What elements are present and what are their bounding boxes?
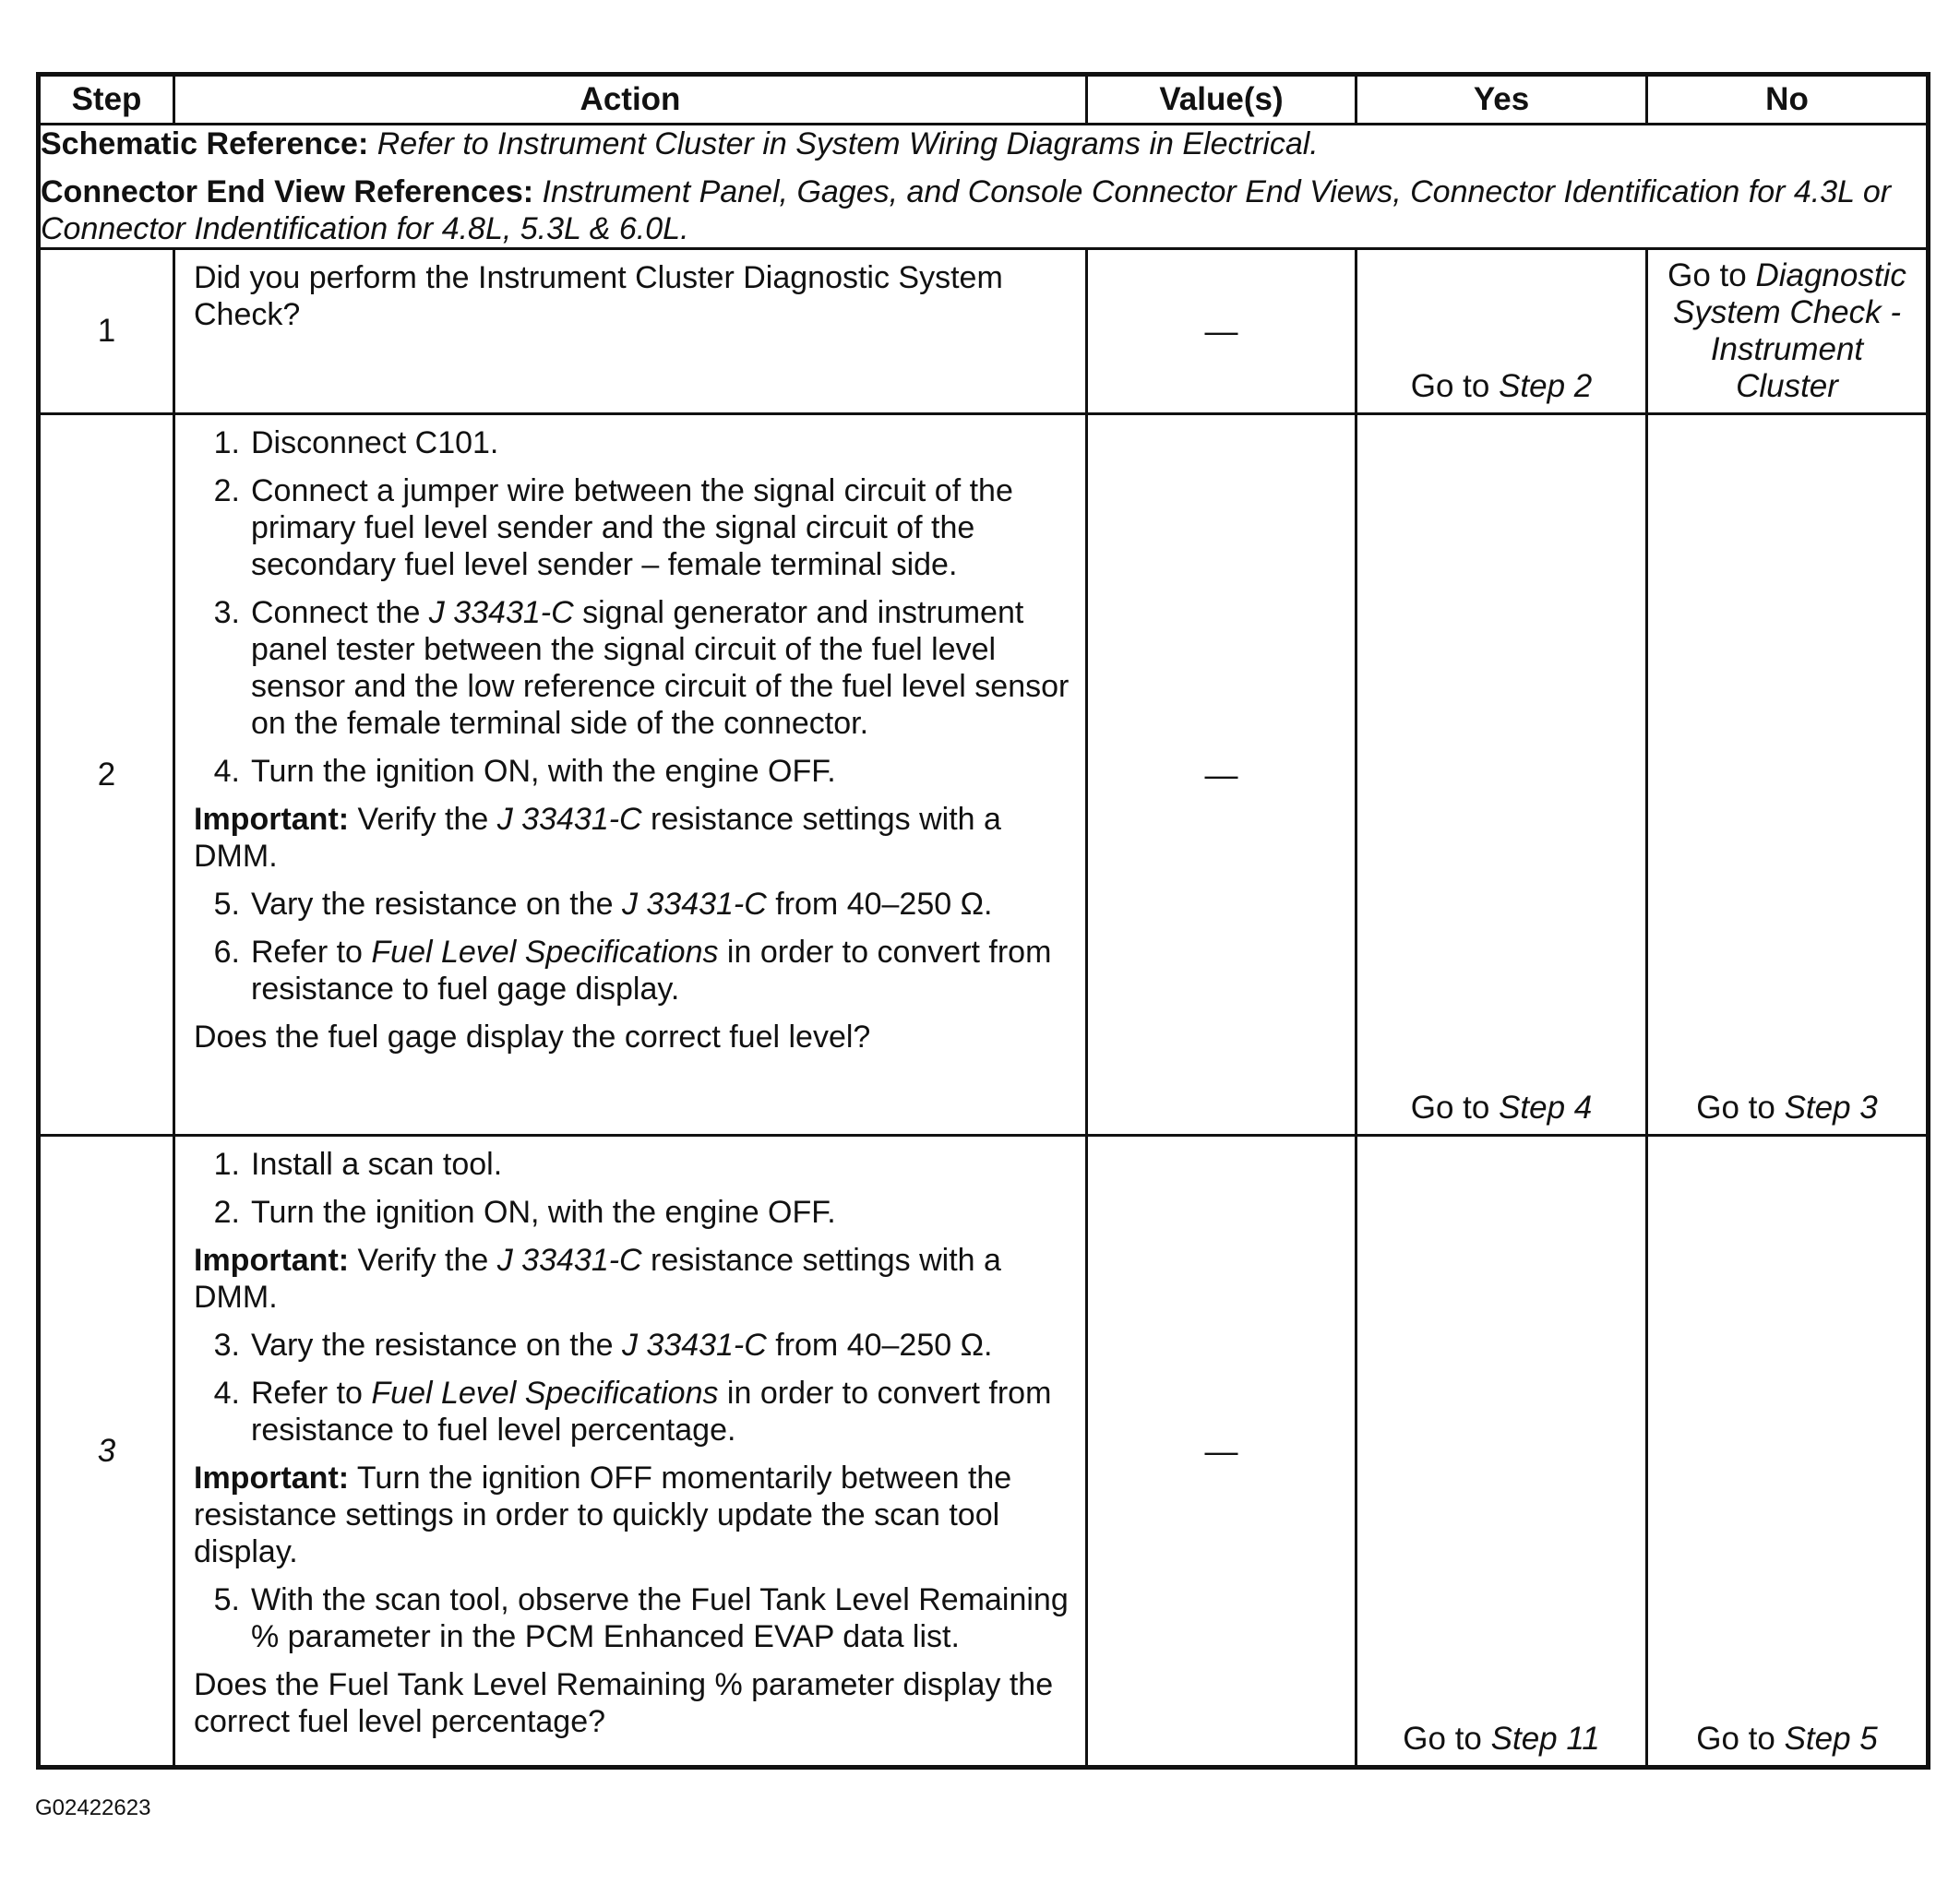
instruction-list <box>194 424 1070 790</box>
list-item: 1. Disconnect C101. <box>213 425 499 460</box>
yes-cell: Go to Step 11 <box>1356 1136 1647 1768</box>
value-cell: — <box>1087 1136 1356 1768</box>
no-step-link: Step 5 <box>1784 1721 1878 1757</box>
action-cell <box>174 1136 1087 1768</box>
step-question: Does the fuel gage display the correct fuel level? <box>194 1020 871 1055</box>
no-cell: Go to Step 3 <box>1647 414 1929 1136</box>
list-item: 2. Turn the ignition ON, with the engine OFF. <box>213 1195 836 1230</box>
step-row-1 <box>39 249 1929 414</box>
important-note: Important: Verify the J 33431-C resistance settings with a DMM. <box>194 802 1001 874</box>
yes-step-link: Step 11 <box>1490 1721 1600 1757</box>
list-item: 6. Refer to Fuel Level Specifications in order to convert from resistance to fuel gage display. <box>213 935 1052 1007</box>
step-number: 2 <box>39 414 174 1136</box>
step-row-3 <box>39 1136 1929 1768</box>
list-item: 5. Vary the resistance on the J 33431-C from 40–250 Ω. <box>213 887 993 922</box>
step-question: Did you perform the Instrument Cluster Diagnostic System Check? <box>194 260 1003 332</box>
no-step-link: Diagnostic System Check - Instrument Cluster <box>1673 257 1906 404</box>
header-no: No <box>1647 75 1929 125</box>
yes-step-link: Step 4 <box>1499 1090 1593 1126</box>
header-step: Step <box>39 75 174 125</box>
yes-cell: Go to Step 4 <box>1356 414 1647 1136</box>
action-cell <box>174 414 1087 1136</box>
figure-code: G02422623 <box>35 1795 151 1820</box>
reference-row <box>39 125 1929 249</box>
diagnostic-table <box>36 72 1930 1770</box>
list-item: 3. Vary the resistance on the J 33431-C from 40–250 Ω. <box>213 1328 993 1363</box>
no-cell: Go to Step 5 <box>1647 1136 1929 1768</box>
header-values: Value(s) <box>1087 75 1356 125</box>
list-item: 5. With the scan tool, observe the Fuel Tank Level Remaining % parameter in the PCM Enhanced EVAP data list. <box>213 1582 1069 1654</box>
list-item: 4. Turn the ignition ON, with the engine OFF. <box>213 754 836 789</box>
no-step-link: Step 3 <box>1784 1090 1878 1126</box>
list-item: 1. Install a scan tool. <box>213 1147 503 1182</box>
instruction-list <box>194 1327 1070 1449</box>
header-action: Action <box>174 75 1087 125</box>
instruction-list <box>194 1581 1070 1655</box>
instruction-list <box>194 886 1070 1008</box>
header-yes: Yes <box>1356 75 1647 125</box>
yes-step-link: Step 2 <box>1499 368 1593 404</box>
important-note: Important: Verify the J 33431-C resistance settings with a DMM. <box>194 1243 1001 1315</box>
header-row <box>39 75 1929 125</box>
list-item: 3. Connect the J 33431-C signal generator and instrument panel tester between the signal circuit of the fuel level sensor and the low reference circuit of the fuel level sensor on the female terminal side of the connector. <box>213 595 1070 741</box>
list-item: 2. Connect a jumper wire between the signal circuit of the primary fuel level sender and the signal circuit of the secondary fuel level sender – female terminal side. <box>213 473 1013 582</box>
step-number: 3 <box>39 1136 174 1768</box>
important-note: Important: Turn the ignition OFF momentarily between the resistance settings in order to quickly update the scan tool display. <box>194 1461 1012 1569</box>
step-number: 1 <box>39 249 174 414</box>
reference-cell <box>39 125 1929 249</box>
yes-cell: Go to Step 2 <box>1356 249 1647 414</box>
list-item: 4. Refer to Fuel Level Specifications in order to convert from resistance to fuel level percentage. <box>213 1376 1052 1448</box>
no-cell: Go to Diagnostic System Check - Instrument Cluster <box>1647 249 1929 414</box>
step-row-2 <box>39 414 1929 1136</box>
instruction-list <box>194 1146 1070 1231</box>
value-cell: — <box>1087 414 1356 1136</box>
schematic-reference: Schematic Reference: Refer to Instrument Cluster in System Wiring Diagrams in Electrical. <box>41 126 1319 161</box>
action-cell <box>174 249 1087 414</box>
value-cell: — <box>1087 249 1356 414</box>
step-question: Does the Fuel Tank Level Remaining % parameter display the correct fuel level percentage? <box>194 1667 1054 1739</box>
connector-reference: Connector End View References: Instrument Panel, Gages, and Console Connector End Views, Connector Identification for 4.3L or Connector Indentification for 4.8L, 5.3L & 6.0L. <box>41 174 1892 246</box>
